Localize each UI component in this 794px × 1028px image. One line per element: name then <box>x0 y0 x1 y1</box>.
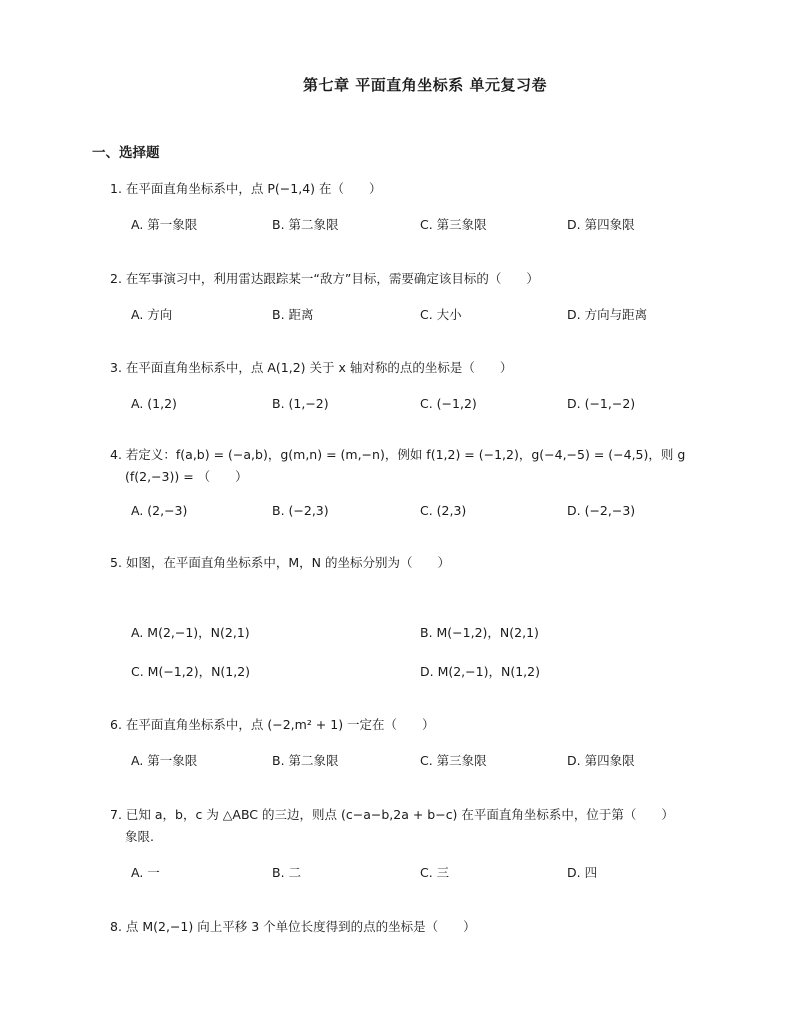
q4-option-b: B. (−2,3) <box>272 503 329 518</box>
question-2-stem: 2. 在军事演习中，利用雷达跟踪某一“敌方”目标，需要确定该目标的（ ） <box>110 271 539 286</box>
question-1-stem: 1. 在平面直角坐标系中，点 P(−1,4) 在（ ） <box>110 181 382 196</box>
q3-option-c: C. (−1,2) <box>420 396 477 411</box>
q3-option-d: D. (−1,−2) <box>567 396 636 411</box>
q4-option-c: C. (2,3) <box>420 503 467 518</box>
q2-option-c: C. 大小 <box>420 307 462 322</box>
q2-option-b: B. 距离 <box>272 307 314 322</box>
q1-option-a: A. 第一象限 <box>131 217 198 232</box>
q6-option-d: D. 第四象限 <box>567 753 635 768</box>
q3-option-b: B. (1,−2) <box>272 396 329 411</box>
q2-option-a: A. 方向 <box>131 307 173 322</box>
question-6-stem: 6. 在平面直角坐标系中，点 (−2,m² + 1) 一定在（ ） <box>110 717 435 732</box>
q7-option-d: D. 四 <box>567 865 598 880</box>
q7-option-a: A. 一 <box>131 865 160 880</box>
q3-option-a: A. (1,2) <box>131 396 177 411</box>
q1-option-c: C. 第三象限 <box>420 217 487 232</box>
question-4-stem-line2: (f(2,−3)) = （ ） <box>125 469 248 484</box>
q7-option-b: B. 二 <box>272 865 302 880</box>
question-3-stem: 3. 在平面直角坐标系中，点 A(1,2) 关于 x 轴对称的点的坐标是（ ） <box>110 360 513 375</box>
q6-option-b: B. 第二象限 <box>272 753 339 768</box>
q4-option-d: D. (−2,−3) <box>567 503 636 518</box>
q5-option-c: C. M(−1,2)，N(1,2) <box>131 664 251 679</box>
q5-option-b: B. M(−1,2)，N(2,1) <box>420 625 539 640</box>
question-4-stem-line1: 4. 若定义：f(a,b) = (−a,b)，g(m,n) = (m,−n)，例如 f(1,2) = (−1,2)，g(−4,−5) = (−4,5)，则 g <box>110 447 686 462</box>
q7-option-c: C. 三 <box>420 865 450 880</box>
section-heading: 一、选择题 <box>92 145 160 161</box>
question-7-stem-line2: 象限. <box>125 829 154 844</box>
question-5-stem: 5. 如图，在平面直角坐标系中，M，N 的坐标分别为（ ） <box>110 555 451 570</box>
q4-option-a: A. (2,−3) <box>131 503 188 518</box>
q5-option-d: D. M(2,−1)，N(1,2) <box>420 664 540 679</box>
q6-option-a: A. 第一象限 <box>131 753 198 768</box>
question-7-stem-line1: 7. 已知 a，b，c 为 △ABC 的三边，则点 (c−a−b,2a + b−c) 在平面直角坐标系中，位于第（ ） <box>110 807 674 822</box>
question-8-stem: 8. 点 M(2,−1) 向上平移 3 个单位长度得到的点的坐标是（ ） <box>110 919 476 934</box>
q1-option-b: B. 第二象限 <box>272 217 339 232</box>
q1-option-d: D. 第四象限 <box>567 217 635 232</box>
q6-option-c: C. 第三象限 <box>420 753 487 768</box>
q5-option-a: A. M(2,−1)，N(2,1) <box>131 625 250 640</box>
q2-option-d: D. 方向与距离 <box>567 307 648 322</box>
page-title: 第七章 平面直角坐标系 单元复习卷 <box>303 76 547 94</box>
